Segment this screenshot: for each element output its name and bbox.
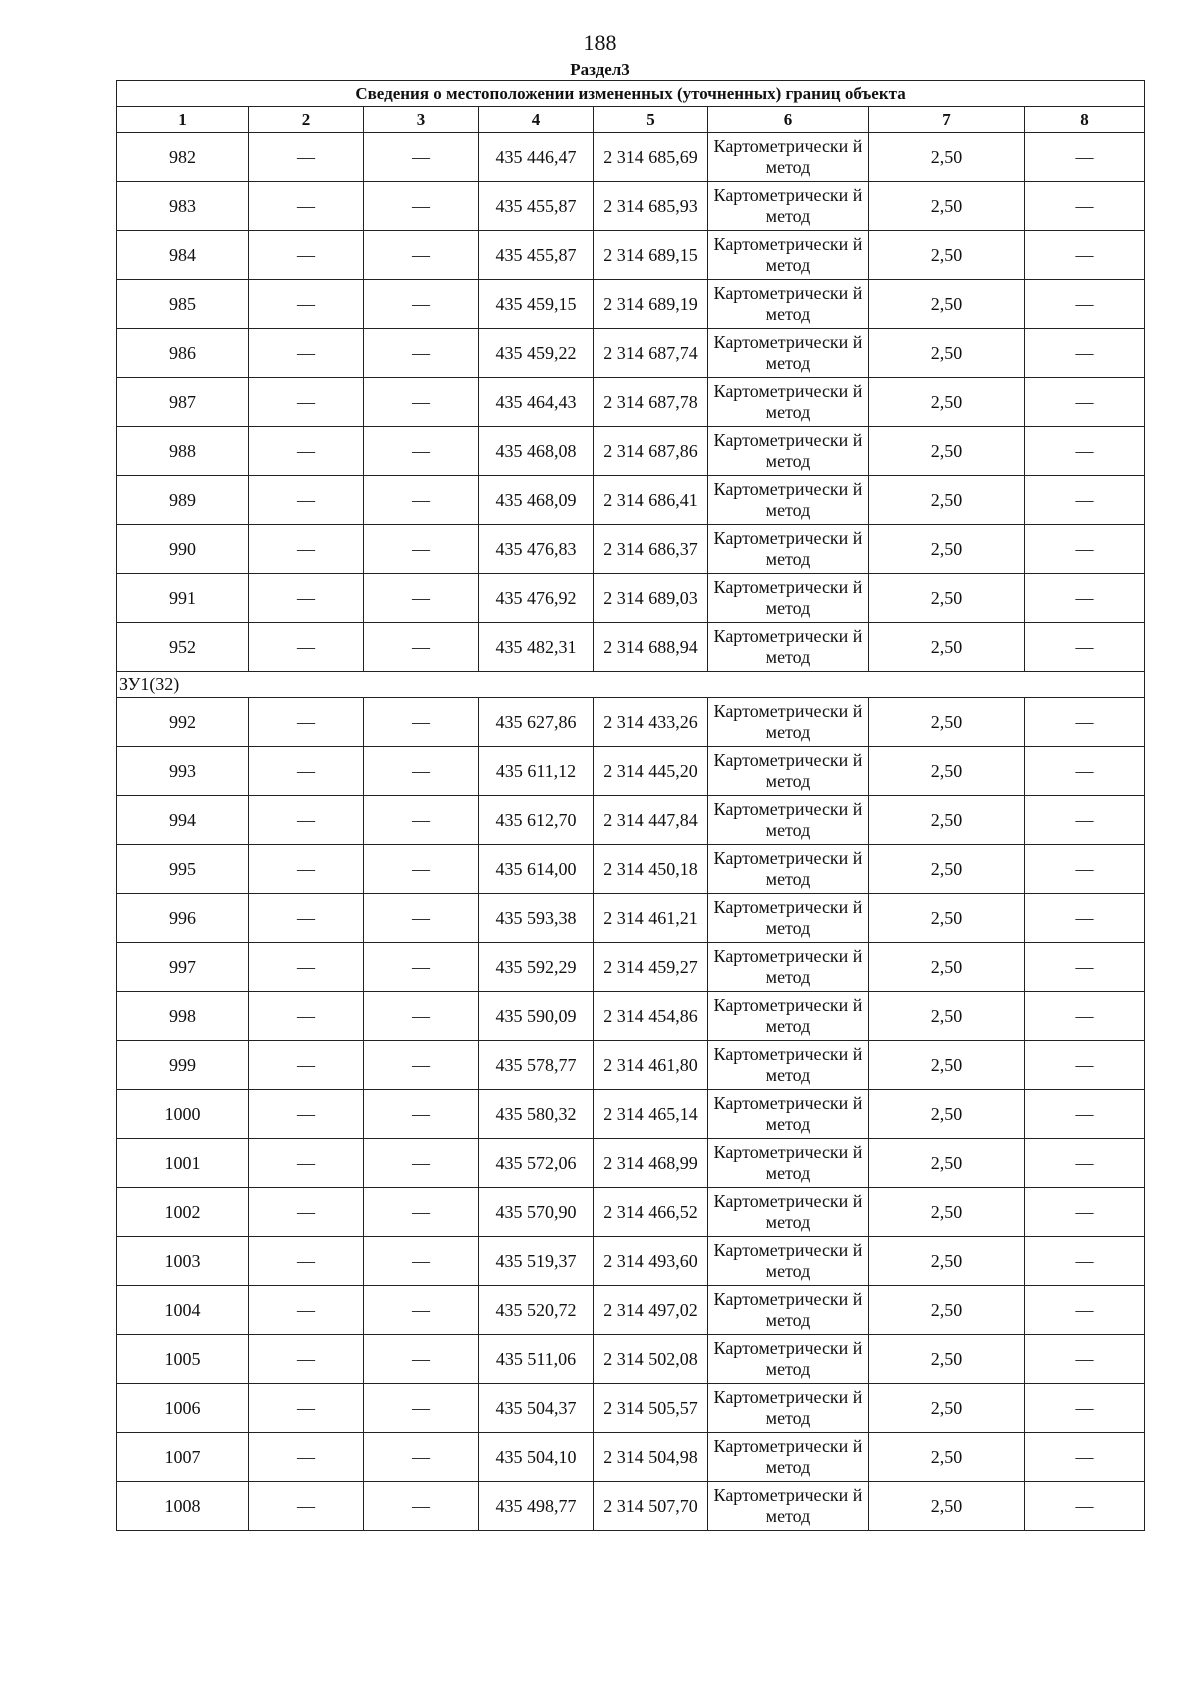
accuracy-cell: 2,50 (869, 1237, 1025, 1286)
empty-cell: — (1025, 231, 1145, 280)
table-row (117, 280, 1145, 329)
empty-cell: — (249, 133, 364, 182)
method-cell: Картометрически й метод (708, 182, 869, 231)
column-header-row (117, 107, 1145, 133)
table-row (117, 329, 1145, 378)
empty-cell: — (249, 1384, 364, 1433)
method-cell: Картометрически й метод (708, 943, 869, 992)
empty-cell: — (249, 1090, 364, 1139)
x-coordinate-cell: 435 459,15 (479, 280, 594, 329)
table-row (117, 182, 1145, 231)
y-coordinate-cell: 2 314 433,26 (594, 698, 708, 747)
point-number-cell: 996 (117, 894, 249, 943)
point-number-cell: 989 (117, 476, 249, 525)
method-cell: Картометрически й метод (708, 378, 869, 427)
y-coordinate-cell: 2 314 687,74 (594, 329, 708, 378)
point-number-cell: 990 (117, 525, 249, 574)
empty-cell: — (249, 992, 364, 1041)
empty-cell: — (1025, 747, 1145, 796)
accuracy-cell: 2,50 (869, 476, 1025, 525)
accuracy-cell: 2,50 (869, 427, 1025, 476)
x-coordinate-cell: 435 627,86 (479, 698, 594, 747)
column-header: 3 (364, 107, 479, 133)
point-number-cell: 993 (117, 747, 249, 796)
x-coordinate-cell: 435 446,47 (479, 133, 594, 182)
empty-cell: — (249, 1482, 364, 1531)
empty-cell: — (364, 623, 479, 672)
y-coordinate-cell: 2 314 686,41 (594, 476, 708, 525)
group-label: ЗУ1(32) (117, 672, 1145, 698)
empty-cell: — (364, 943, 479, 992)
point-number-cell: 999 (117, 1041, 249, 1090)
method-cell: Картометрически й метод (708, 1384, 869, 1433)
point-number-cell: 988 (117, 427, 249, 476)
empty-cell: — (249, 378, 364, 427)
point-number-cell: 991 (117, 574, 249, 623)
x-coordinate-cell: 435 476,83 (479, 525, 594, 574)
y-coordinate-cell: 2 314 450,18 (594, 845, 708, 894)
table-row (117, 525, 1145, 574)
method-cell: Картометрически й метод (708, 623, 869, 672)
empty-cell: — (249, 623, 364, 672)
accuracy-cell: 2,50 (869, 747, 1025, 796)
accuracy-cell: 2,50 (869, 1188, 1025, 1237)
empty-cell: — (1025, 574, 1145, 623)
point-number-cell: 1002 (117, 1188, 249, 1237)
table-row (117, 1286, 1145, 1335)
accuracy-cell: 2,50 (869, 1433, 1025, 1482)
method-cell: Картометрически й метод (708, 1482, 869, 1531)
method-cell: Картометрически й метод (708, 476, 869, 525)
table-row (117, 698, 1145, 747)
point-number-cell: 1007 (117, 1433, 249, 1482)
y-coordinate-cell: 2 314 505,57 (594, 1384, 708, 1433)
empty-cell: — (1025, 796, 1145, 845)
accuracy-cell: 2,50 (869, 280, 1025, 329)
x-coordinate-cell: 435 590,09 (479, 992, 594, 1041)
y-coordinate-cell: 2 314 447,84 (594, 796, 708, 845)
table-row (117, 1090, 1145, 1139)
x-coordinate-cell: 435 570,90 (479, 1188, 594, 1237)
table-row (117, 747, 1145, 796)
method-cell: Картометрически й метод (708, 1041, 869, 1090)
empty-cell: — (249, 574, 364, 623)
accuracy-cell: 2,50 (869, 133, 1025, 182)
method-cell: Картометрически й метод (708, 329, 869, 378)
empty-cell: — (364, 280, 479, 329)
empty-cell: — (249, 1335, 364, 1384)
x-coordinate-cell: 435 578,77 (479, 1041, 594, 1090)
empty-cell: — (364, 894, 479, 943)
empty-cell: — (249, 1286, 364, 1335)
empty-cell: — (249, 1139, 364, 1188)
empty-cell: — (364, 992, 479, 1041)
point-number-cell: 994 (117, 796, 249, 845)
empty-cell: — (249, 280, 364, 329)
x-coordinate-cell: 435 455,87 (479, 231, 594, 280)
empty-cell: — (1025, 845, 1145, 894)
accuracy-cell: 2,50 (869, 378, 1025, 427)
accuracy-cell: 2,50 (869, 231, 1025, 280)
accuracy-cell: 2,50 (869, 992, 1025, 1041)
column-header: 4 (479, 107, 594, 133)
point-number-cell: 998 (117, 992, 249, 1041)
empty-cell: — (249, 698, 364, 747)
y-coordinate-cell: 2 314 465,14 (594, 1090, 708, 1139)
empty-cell: — (364, 476, 479, 525)
empty-cell: — (364, 1482, 479, 1531)
x-coordinate-cell: 435 612,70 (479, 796, 594, 845)
y-coordinate-cell: 2 314 689,15 (594, 231, 708, 280)
method-cell: Картометрически й метод (708, 1286, 869, 1335)
accuracy-cell: 2,50 (869, 1139, 1025, 1188)
empty-cell: — (1025, 698, 1145, 747)
point-number-cell: 987 (117, 378, 249, 427)
accuracy-cell: 2,50 (869, 1482, 1025, 1531)
accuracy-cell: 2,50 (869, 845, 1025, 894)
table-row (117, 1041, 1145, 1090)
empty-cell: — (1025, 476, 1145, 525)
x-coordinate-cell: 435 464,43 (479, 378, 594, 427)
table-row (117, 1139, 1145, 1188)
empty-cell: — (249, 894, 364, 943)
empty-cell: — (249, 182, 364, 231)
empty-cell: — (1025, 943, 1145, 992)
table-row (117, 231, 1145, 280)
x-coordinate-cell: 435 592,29 (479, 943, 594, 992)
empty-cell: — (1025, 1482, 1145, 1531)
x-coordinate-cell: 435 459,22 (479, 329, 594, 378)
empty-cell: — (249, 1237, 364, 1286)
empty-cell: — (1025, 1090, 1145, 1139)
empty-cell: — (364, 747, 479, 796)
point-number-cell: 1005 (117, 1335, 249, 1384)
method-cell: Картометрически й метод (708, 698, 869, 747)
y-coordinate-cell: 2 314 454,86 (594, 992, 708, 1041)
y-coordinate-cell: 2 314 685,69 (594, 133, 708, 182)
table-row (117, 574, 1145, 623)
point-number-cell: 1001 (117, 1139, 249, 1188)
y-coordinate-cell: 2 314 504,98 (594, 1433, 708, 1482)
point-number-cell: 984 (117, 231, 249, 280)
y-coordinate-cell: 2 314 493,60 (594, 1237, 708, 1286)
table-caption: Сведения о местоположении измененных (уточненных) границ объекта (117, 81, 1145, 107)
table-row (117, 796, 1145, 845)
y-coordinate-cell: 2 314 497,02 (594, 1286, 708, 1335)
boundary-table (116, 80, 1145, 1531)
empty-cell: — (1025, 329, 1145, 378)
table-row (117, 476, 1145, 525)
x-coordinate-cell: 435 511,06 (479, 1335, 594, 1384)
empty-cell: — (364, 1286, 479, 1335)
table-row (117, 1335, 1145, 1384)
column-header: 2 (249, 107, 364, 133)
empty-cell: — (364, 845, 479, 894)
x-coordinate-cell: 435 572,06 (479, 1139, 594, 1188)
accuracy-cell: 2,50 (869, 1286, 1025, 1335)
empty-cell: — (1025, 427, 1145, 476)
empty-cell: — (364, 525, 479, 574)
x-coordinate-cell: 435 520,72 (479, 1286, 594, 1335)
method-cell: Картометрически й метод (708, 894, 869, 943)
point-number-cell: 952 (117, 623, 249, 672)
empty-cell: — (364, 231, 479, 280)
accuracy-cell: 2,50 (869, 623, 1025, 672)
empty-cell: — (1025, 1335, 1145, 1384)
accuracy-cell: 2,50 (869, 1041, 1025, 1090)
empty-cell: — (364, 1335, 479, 1384)
y-coordinate-cell: 2 314 466,52 (594, 1188, 708, 1237)
group-label-row (117, 672, 1145, 698)
empty-cell: — (364, 427, 479, 476)
page-number: 188 (583, 30, 617, 55)
empty-cell: — (364, 1237, 479, 1286)
empty-cell: — (364, 1090, 479, 1139)
empty-cell: — (1025, 1237, 1145, 1286)
x-coordinate-cell: 435 482,31 (479, 623, 594, 672)
y-coordinate-cell: 2 314 502,08 (594, 1335, 708, 1384)
empty-cell: — (364, 1139, 479, 1188)
empty-cell: — (1025, 1041, 1145, 1090)
empty-cell: — (249, 476, 364, 525)
point-number-cell: 1000 (117, 1090, 249, 1139)
x-coordinate-cell: 435 468,09 (479, 476, 594, 525)
y-coordinate-cell: 2 314 687,86 (594, 427, 708, 476)
y-coordinate-cell: 2 314 468,99 (594, 1139, 708, 1188)
empty-cell: — (249, 1188, 364, 1237)
point-number-cell: 995 (117, 845, 249, 894)
y-coordinate-cell: 2 314 507,70 (594, 1482, 708, 1531)
accuracy-cell: 2,50 (869, 574, 1025, 623)
empty-cell: — (364, 378, 479, 427)
empty-cell: — (249, 427, 364, 476)
x-coordinate-cell: 435 504,10 (479, 1433, 594, 1482)
empty-cell: — (1025, 1384, 1145, 1433)
y-coordinate-cell: 2 314 685,93 (594, 182, 708, 231)
empty-cell: — (364, 329, 479, 378)
point-number-cell: 992 (117, 698, 249, 747)
empty-cell: — (249, 231, 364, 280)
table-row (117, 1433, 1145, 1482)
empty-cell: — (364, 698, 479, 747)
table-row (117, 1482, 1145, 1531)
point-number-cell: 986 (117, 329, 249, 378)
table-row (117, 845, 1145, 894)
empty-cell: — (364, 182, 479, 231)
accuracy-cell: 2,50 (869, 1090, 1025, 1139)
accuracy-cell: 2,50 (869, 525, 1025, 574)
y-coordinate-cell: 2 314 461,21 (594, 894, 708, 943)
empty-cell: — (364, 1041, 479, 1090)
accuracy-cell: 2,50 (869, 1384, 1025, 1433)
method-cell: Картометрически й метод (708, 992, 869, 1041)
table-row (117, 992, 1145, 1041)
empty-cell: — (249, 845, 364, 894)
method-cell: Картометрически й метод (708, 231, 869, 280)
y-coordinate-cell: 2 314 687,78 (594, 378, 708, 427)
point-number-cell: 1003 (117, 1237, 249, 1286)
point-number-cell: 1008 (117, 1482, 249, 1531)
empty-cell: — (249, 943, 364, 992)
accuracy-cell: 2,50 (869, 943, 1025, 992)
table-row (117, 133, 1145, 182)
empty-cell: — (249, 747, 364, 796)
x-coordinate-cell: 435 593,38 (479, 894, 594, 943)
empty-cell: — (249, 329, 364, 378)
column-header: 8 (1025, 107, 1145, 133)
accuracy-cell: 2,50 (869, 698, 1025, 747)
empty-cell: — (1025, 623, 1145, 672)
empty-cell: — (1025, 1139, 1145, 1188)
column-header: 5 (594, 107, 708, 133)
method-cell: Картометрически й метод (708, 1139, 869, 1188)
method-cell: Картометрически й метод (708, 133, 869, 182)
method-cell: Картометрически й метод (708, 1433, 869, 1482)
table-row (117, 894, 1145, 943)
table-row (117, 623, 1145, 672)
point-number-cell: 983 (117, 182, 249, 231)
empty-cell: — (249, 1041, 364, 1090)
y-coordinate-cell: 2 314 689,19 (594, 280, 708, 329)
x-coordinate-cell: 435 476,92 (479, 574, 594, 623)
empty-cell: — (1025, 280, 1145, 329)
point-number-cell: 1004 (117, 1286, 249, 1335)
table-body (117, 133, 1145, 1531)
x-coordinate-cell: 435 498,77 (479, 1482, 594, 1531)
point-number-cell: 1006 (117, 1384, 249, 1433)
x-coordinate-cell: 435 455,87 (479, 182, 594, 231)
point-number-cell: 985 (117, 280, 249, 329)
x-coordinate-cell: 435 468,08 (479, 427, 594, 476)
column-header: 6 (708, 107, 869, 133)
method-cell: Картометрически й метод (708, 747, 869, 796)
empty-cell: — (364, 1188, 479, 1237)
accuracy-cell: 2,50 (869, 1335, 1025, 1384)
y-coordinate-cell: 2 314 445,20 (594, 747, 708, 796)
y-coordinate-cell: 2 314 461,80 (594, 1041, 708, 1090)
empty-cell: — (364, 796, 479, 845)
x-coordinate-cell: 435 519,37 (479, 1237, 594, 1286)
accuracy-cell: 2,50 (869, 329, 1025, 378)
section-title: Раздел3 (570, 60, 630, 79)
empty-cell: — (249, 525, 364, 574)
method-cell: Картометрически й метод (708, 845, 869, 894)
method-cell: Картометрически й метод (708, 1237, 869, 1286)
table-row (117, 378, 1145, 427)
x-coordinate-cell: 435 614,00 (479, 845, 594, 894)
x-coordinate-cell: 435 504,37 (479, 1384, 594, 1433)
y-coordinate-cell: 2 314 686,37 (594, 525, 708, 574)
x-coordinate-cell: 435 580,32 (479, 1090, 594, 1139)
method-cell: Картометрически й метод (708, 796, 869, 845)
method-cell: Картометрически й метод (708, 525, 869, 574)
point-number-cell: 982 (117, 133, 249, 182)
accuracy-cell: 2,50 (869, 894, 1025, 943)
method-cell: Картометрически й метод (708, 1188, 869, 1237)
column-header: 1 (117, 107, 249, 133)
y-coordinate-cell: 2 314 688,94 (594, 623, 708, 672)
empty-cell: — (364, 133, 479, 182)
empty-cell: — (1025, 378, 1145, 427)
empty-cell: — (364, 574, 479, 623)
column-header: 7 (869, 107, 1025, 133)
table-row (117, 943, 1145, 992)
empty-cell: — (364, 1384, 479, 1433)
method-cell: Картометрически й метод (708, 427, 869, 476)
table-row (117, 1237, 1145, 1286)
empty-cell: — (1025, 1286, 1145, 1335)
empty-cell: — (1025, 525, 1145, 574)
method-cell: Картометрически й метод (708, 574, 869, 623)
table-row (117, 1188, 1145, 1237)
empty-cell: — (1025, 894, 1145, 943)
method-cell: Картометрически й метод (708, 280, 869, 329)
method-cell: Картометрически й метод (708, 1090, 869, 1139)
empty-cell: — (1025, 182, 1145, 231)
method-cell: Картометрически й метод (708, 1335, 869, 1384)
empty-cell: — (1025, 133, 1145, 182)
empty-cell: — (1025, 1433, 1145, 1482)
y-coordinate-cell: 2 314 689,03 (594, 574, 708, 623)
table-caption-row (117, 81, 1145, 107)
table-row (117, 427, 1145, 476)
table-row (117, 1384, 1145, 1433)
accuracy-cell: 2,50 (869, 796, 1025, 845)
x-coordinate-cell: 435 611,12 (479, 747, 594, 796)
empty-cell: — (364, 1433, 479, 1482)
empty-cell: — (249, 1433, 364, 1482)
empty-cell: — (1025, 1188, 1145, 1237)
y-coordinate-cell: 2 314 459,27 (594, 943, 708, 992)
empty-cell: — (1025, 992, 1145, 1041)
point-number-cell: 997 (117, 943, 249, 992)
empty-cell: — (249, 796, 364, 845)
accuracy-cell: 2,50 (869, 182, 1025, 231)
